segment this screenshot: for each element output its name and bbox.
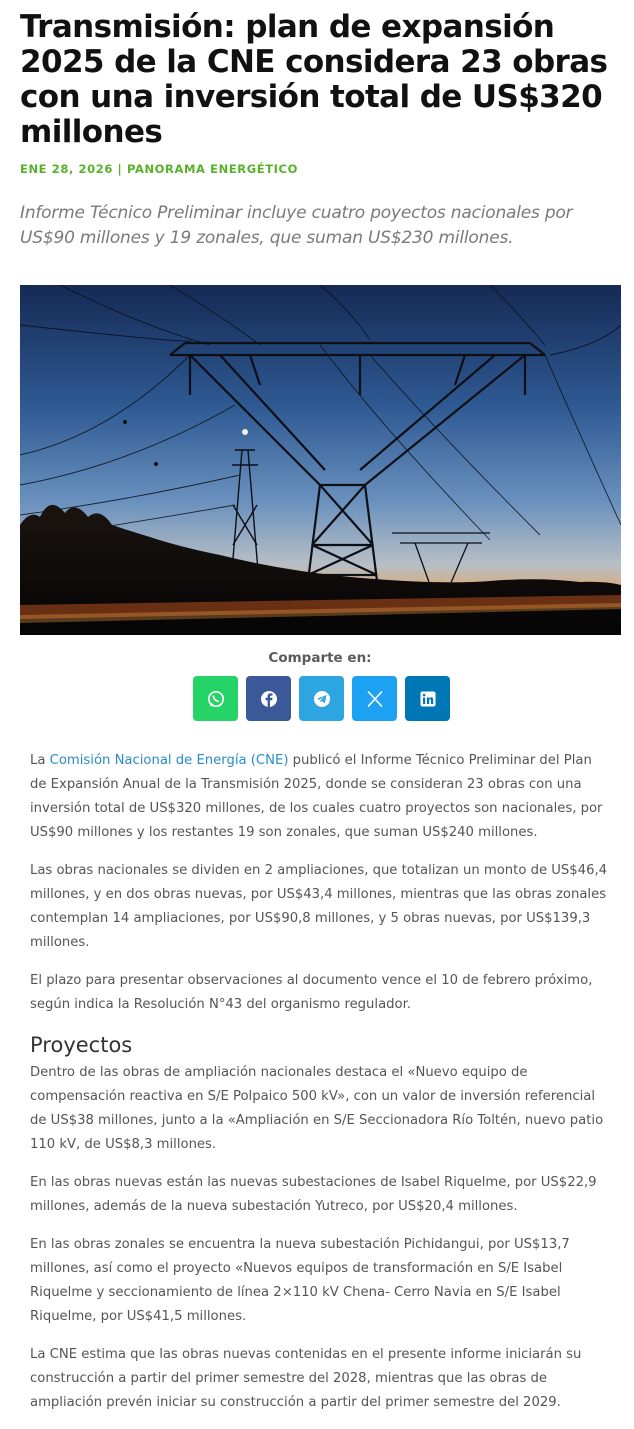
article-headline: Transmisión: plan de expansión 2025 de la CNE considera 23 obras con una inversión total de US$320 millones	[20, 9, 608, 150]
paragraph-2: Las obras nacionales se dividen en 2 ampliaciones, que totalizan un monto de US$46,4 millones, y en dos obras nuevas, por US$43,4 millones, mientras que las obras zonales contemplan 14 ampliaciones, por US$90,8 millones, y 5 obras nuevas, por US$139,3 millones.	[30, 863, 608, 950]
paragraph-3: El plazo para presentar observaciones al documento vence el 10 de febrero próximo, según indica la Resolución N°43 del organismo regulador.	[30, 973, 593, 1012]
paragraph-1	[30, 749, 610, 845]
transmission-towers-photo	[20, 285, 621, 635]
share-facebook-button[interactable]	[246, 676, 291, 721]
telegram-icon	[312, 689, 332, 709]
section-heading-proyectos: Proyectos	[30, 1033, 133, 1057]
article-subtitle: Informe Técnico Preliminar incluye cuatro poyectos nacionales por US$90 millones y 19 zonales, que suman US$230 millones.	[20, 203, 573, 248]
linkedin-icon	[418, 689, 438, 709]
article-body	[30, 749, 610, 1429]
facebook-icon	[259, 689, 279, 709]
paragraph-4: Dentro de las obras de ampliación nacionales destaca el «Nuevo equipo de compensación reactiva en S/E Polpaico 500 kV», con un valor de inversión referencial de US$38 millones, junto a la «Ampliación en S/E Seccionadora Río Toltén, nuevo patio 110 kV, de US$8,3 millones.	[30, 1065, 604, 1152]
paragraph-1-prefix: La	[30, 753, 50, 768]
share-buttons	[193, 676, 450, 721]
paragraph-6: En las obras zonales se encuentra la nueva subestación Pichidangui, por US$13,7 millones, así como el proyecto «Nuevos equipos de transformación en S/E Isabel Riquelme y seccionamiento de línea 2×110 kV Chena- Cerro Navia en S/E Isabel Riquelme, por US$41,5 millones.	[30, 1237, 570, 1324]
paragraph-5: En las obras nuevas están las nuevas subestaciones de Isabel Riquelme, por US$22,9 millones, además de la nueva subestación Yutreco, por US$20,4 millones.	[30, 1175, 597, 1214]
share-linkedin-button[interactable]	[405, 676, 450, 721]
paragraph-7: La CNE estima que las obras nuevas contenidas en el presente informe iniciarán su construcción a partir del primer semestre del 2028, mientras que las obras de ampliación prevén iniciar su construcción a partir del primer semestre del 2029.	[30, 1347, 582, 1410]
whatsapp-icon	[206, 689, 226, 709]
article-meta	[20, 162, 298, 176]
category-link[interactable]: PANORAMA ENERGÉTICO	[126, 162, 298, 176]
moon-shape	[242, 429, 248, 435]
share-telegram-button[interactable]	[299, 676, 344, 721]
share-label: Comparte en:	[268, 650, 372, 666]
cne-link[interactable]: Comisión Nacional de Energía (CNE)	[49, 753, 289, 768]
publish-date: ENE 28, 2026	[20, 162, 113, 176]
x-icon	[365, 689, 385, 709]
hero-image	[20, 285, 621, 635]
meta-separator: |	[117, 162, 123, 176]
share-whatsapp-button[interactable]	[193, 676, 238, 721]
paragraph-1-suffix: publicó el Informe Técnico Preliminar del Plan de Expansión Anual de la Transmisión 2025, donde se consideran 23 obras con una inversión total de US$320 millones, de los cuales cuatro proyectos son nacionales, por US$90 millones y los restantes 19 son zonales, que suman US$240 millones.	[30, 753, 603, 840]
share-x-button[interactable]	[352, 676, 397, 721]
